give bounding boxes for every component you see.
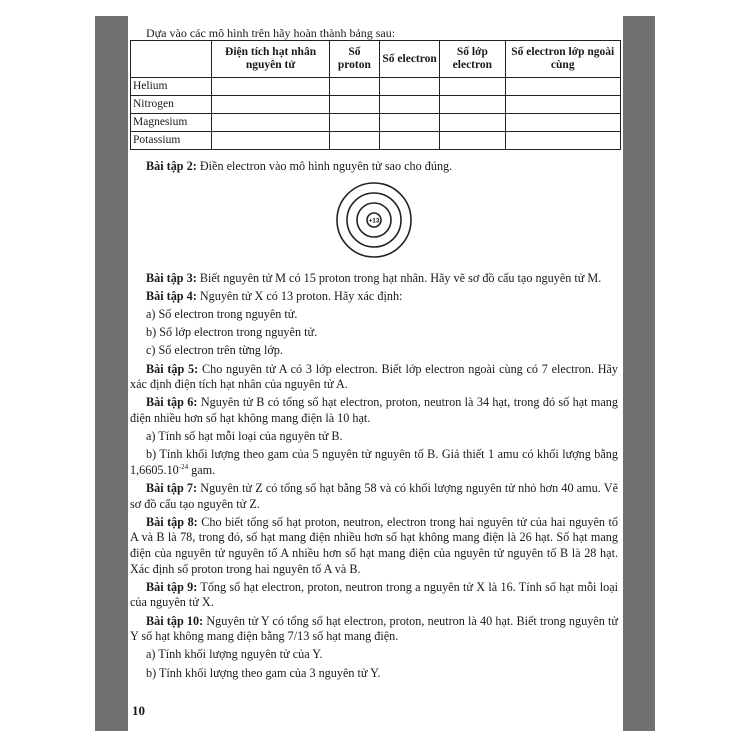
exponent: -24 (178, 462, 189, 471)
exercise-label: Bài tập 9: (146, 579, 198, 594)
exercise-4-b: b) Số lớp electron trong nguyên tử. (146, 325, 318, 340)
table-cell (380, 114, 440, 132)
table-row (131, 96, 621, 114)
exercise-8 (130, 515, 618, 577)
exercise-text: Cho nguyên tử A có 3 lớp electron. Biết lớp electron ngoài cùng có 7 electron. Hãy xác định điện tích hạt nhân của nguyên tử A. (130, 361, 618, 392)
exercise-2 (130, 159, 618, 175)
gray-border-left (95, 16, 128, 731)
row-label: Helium (131, 78, 212, 96)
exercise-text: b) Tính khối lượng theo gam của 5 nguyên tử nguyên tố B. Giả thiết 1 amu có khối lượng bằng 1,6605.10 (130, 447, 618, 477)
exercise-label: Bài tập 7: (146, 481, 198, 496)
outer-margin-left (0, 0, 95, 750)
gray-border-right (623, 16, 655, 731)
table-row (131, 114, 621, 132)
table-header-cell: Số lớp electron (440, 41, 505, 78)
table-row (131, 132, 621, 150)
exercise-text: Biết nguyên tử M có 15 proton trong hạt nhân. Hãy vẽ sơ đồ cấu tạo nguyên tử M. (196, 270, 602, 285)
exercise-label: Bài tập 10: (146, 613, 204, 628)
exercise-text: Nguyên tử X có 13 proton. Hãy xác định: (196, 288, 403, 303)
document-page (128, 16, 623, 731)
table-header-cell: Số electron (380, 41, 440, 78)
exercise-4 (130, 289, 618, 305)
exercise-text: Tổng số hạt electron, proton, neutron trong a nguyên tử X là 16. Tính số hạt mỗi loại của nguyên tử X. (130, 579, 618, 610)
exercise-7 (130, 481, 618, 512)
exercise-label: Bài tập 4: (146, 288, 197, 303)
table-cell (212, 96, 329, 114)
exercise-9 (130, 580, 618, 611)
table-cell (505, 96, 621, 114)
exercise-label: Bài tập 3: (146, 270, 197, 285)
table-header-cell (131, 41, 212, 78)
exercise-list (130, 159, 618, 684)
table-cell (440, 114, 505, 132)
exercise-5 (130, 362, 618, 393)
exercise-text: gam. (188, 462, 216, 477)
table-cell (440, 132, 505, 150)
exercise-6-a: a) Tính số hạt mỗi loại của nguyên tử B. (146, 429, 343, 444)
table-header-cell: Số proton (329, 41, 379, 78)
table-cell (212, 78, 329, 96)
table-row (131, 78, 621, 96)
exercise-label: Bài tập 8: (146, 514, 198, 529)
table-cell (505, 132, 621, 150)
exercise-text: Nguyên tử Z có tổng số hạt bằng 58 và có khối lượng nguyên tử nhỏ hơn 40 amu. Vẽ sơ đồ cấu tạo nguyên tử Z. (130, 481, 618, 511)
table-header-cell: Điện tích hạt nhân nguyên tử (212, 41, 329, 78)
table-cell (505, 114, 621, 132)
page-number: 10 (132, 703, 145, 718)
table-cell (329, 96, 379, 114)
table-cell (380, 78, 440, 96)
exercise-10-b: b) Tính khối lượng theo gam của 3 nguyên tử Y. (146, 665, 381, 680)
exercise-label: Bài tập 2: (146, 159, 197, 173)
exercise-text: Điền electron vào mô hình nguyên tử sao cho đúng. (196, 159, 453, 173)
exercise-text: Cho biết tổng số hạt proton, neutron, electron trong hai nguyên tử của hai nguyên tố A và B là 78, trong đó, số hạt mang điện nhiều hơn số hạt không mang điện là 26 hạt. Số hạt mang điện của nguyên tử nguyên tố A nhiều hơn số hạt mang điện của nguyên tử nguyên tố B là 28 hạt. Xác định số proton trong hai nguyên tố A và B. (130, 514, 618, 576)
exercise-10 (130, 614, 618, 645)
data-table (130, 40, 621, 150)
row-label: Potassium (131, 132, 212, 150)
exercise-6 (130, 395, 618, 426)
table-cell (440, 78, 505, 96)
exercise-4-a: a) Số electron trong nguyên tử. (146, 306, 298, 321)
row-label: Magnesium (131, 114, 212, 132)
table-cell (212, 114, 329, 132)
row-label: Nitrogen (131, 96, 212, 114)
exercise-text: Nguyên tử Y có tổng số hạt electron, proton, neutron là 40 hạt. Biết trong nguyên tử Y số hạt không mang điện bằng 7/13 số hạt mang điện. (130, 613, 618, 644)
table-cell (380, 132, 440, 150)
table-cell (212, 132, 329, 150)
table-cell (329, 114, 379, 132)
exercise-4-c: c) Số electron trên từng lớp. (146, 343, 283, 358)
table-header-row (131, 41, 621, 78)
table-header-cell: Số electron lớp ngoài cùng (505, 41, 621, 78)
atom-model-diagram (335, 181, 413, 259)
exercise-6-b (130, 447, 618, 478)
nucleus-charge: +13 (368, 217, 380, 225)
table-cell (505, 78, 621, 96)
outer-margin-top (95, 0, 655, 16)
table-cell (329, 132, 379, 150)
table-intro: Dựa vào các mô hình trên hãy hoàn thành bảng sau: (146, 26, 396, 40)
exercise-text: Nguyên tử B có tổng số hạt electron, proton, neutron là 34 hạt, trong đó số hạt mang điện nhiều hơn số hạt không mang điện là 10 hạt. (130, 395, 618, 425)
exercise-label: Bài tập 6: (146, 395, 198, 410)
exercise-label: Bài tập 5: (146, 361, 199, 376)
exercise-3 (130, 271, 618, 287)
exercise-10-a: a) Tính khối lượng nguyên tử của Y. (146, 647, 323, 662)
table-cell (380, 96, 440, 114)
table-cell (329, 78, 379, 96)
table-cell (440, 96, 505, 114)
